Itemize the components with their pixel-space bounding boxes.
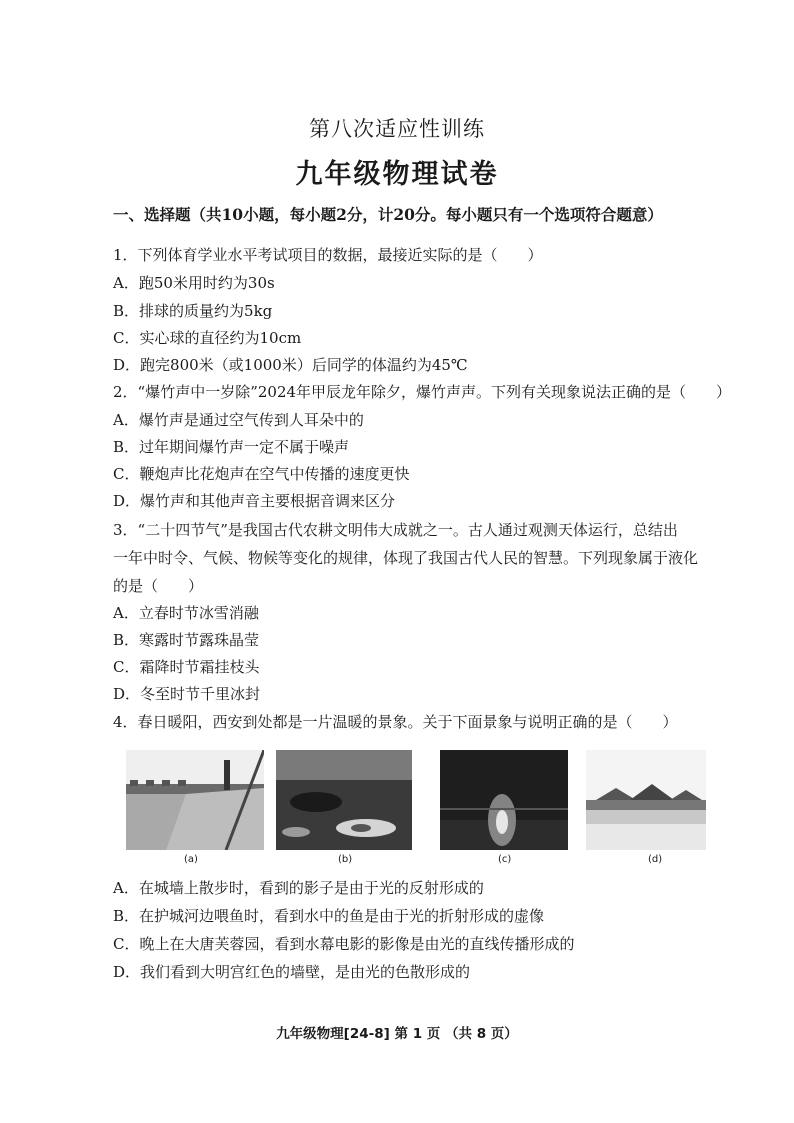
question-4-option-b: B．在护城河边喂鱼时，看到水中的鱼是由于光的折射形成的虚像 — [113, 907, 545, 925]
question-4-option-a: A．在城墙上散步时，看到的影子是由于光的反射形成的 — [113, 879, 484, 897]
figure-d-palace — [586, 750, 706, 865]
question-2-option-c: C．鞭炮声比花炮声在空气中传播的速度更快 — [113, 465, 410, 483]
exam-title: 九年级物理试卷 — [295, 159, 499, 190]
figure-d-caption: (d) — [648, 854, 663, 865]
question-3-option-d: D．冬至时节千里冰封 — [113, 685, 261, 703]
figure-a-city-wall — [126, 750, 264, 865]
question-3-stem-line3: 的是（ ） — [113, 577, 204, 595]
question-3-stem-line2: 一年中时令、气候、物候等变化的规律，体现了我国古代人民的智慧。下列现象属于液化 — [113, 549, 699, 567]
figure-a-caption: (a) — [184, 854, 198, 865]
section-heading: 一、选择题（共10小题，每小题2分，计20分。每小题只有一个选项符合题意） — [113, 205, 663, 224]
page-footer: 九年级物理[24-8] 第 1 页 （共 8 页） — [276, 1026, 518, 1042]
question-1-option-c: C．实心球的直径约为10cm — [113, 329, 302, 347]
question-1-option-b: B．排球的质量约为5kg — [113, 302, 273, 320]
question-1-stem: 1．下列体育学业水平考试项目的数据，最接近实际的是（ ） — [113, 246, 543, 264]
question-4-option-c: C．晚上在大唐芙蓉园，看到水幕电影的影像是由光的直线传播形成的 — [113, 935, 575, 953]
question-3-option-b: B．寒露时节露珠晶莹 — [113, 631, 260, 649]
question-3-stem-line1: 3．“二十四节气”是我国古代农耕文明伟大成就之一。古人通过观测天体运行，总结出 — [113, 521, 678, 539]
question-4-option-d: D．我们看到大明宫红色的墙壁，是由光的色散形成的 — [113, 963, 471, 981]
figure-c-water-screen — [440, 750, 568, 865]
question-1-option-a: A．跑50米用时约为30s — [113, 274, 275, 292]
question-2-stem: 2．“爆竹声中一岁除”2024年甲辰龙年除夕，爆竹声声。下列有关现象说法正确的是（ ） — [113, 383, 732, 401]
question-2-option-b: B．过年期间爆竹声一定不属于噪声 — [113, 438, 350, 456]
question-2-option-d: D．爆竹声和其他声音主要根据音调来区分 — [113, 492, 396, 510]
figure-b-caption: (b) — [338, 854, 353, 865]
question-4-stem: 4．春日暖阳，西安到处都是一片温暖的景象。关于下面景象与说明正确的是（ ） — [113, 713, 678, 731]
figure-c-caption: (c) — [498, 854, 512, 865]
question-2-option-a: A．爆竹声是通过空气传到人耳朵中的 — [113, 411, 364, 429]
figure-b-fish-pond — [276, 750, 412, 865]
exam-subtitle: 第八次适应性训练 — [309, 117, 485, 141]
question-3-option-a: A．立春时节冰雪消融 — [113, 604, 259, 622]
question-4-figures — [126, 750, 706, 870]
question-1-option-d: D．跑完800米（或1000米）后同学的体温约为45℃ — [113, 356, 468, 374]
question-3-option-c: C．霜降时节霜挂枝头 — [113, 658, 260, 676]
